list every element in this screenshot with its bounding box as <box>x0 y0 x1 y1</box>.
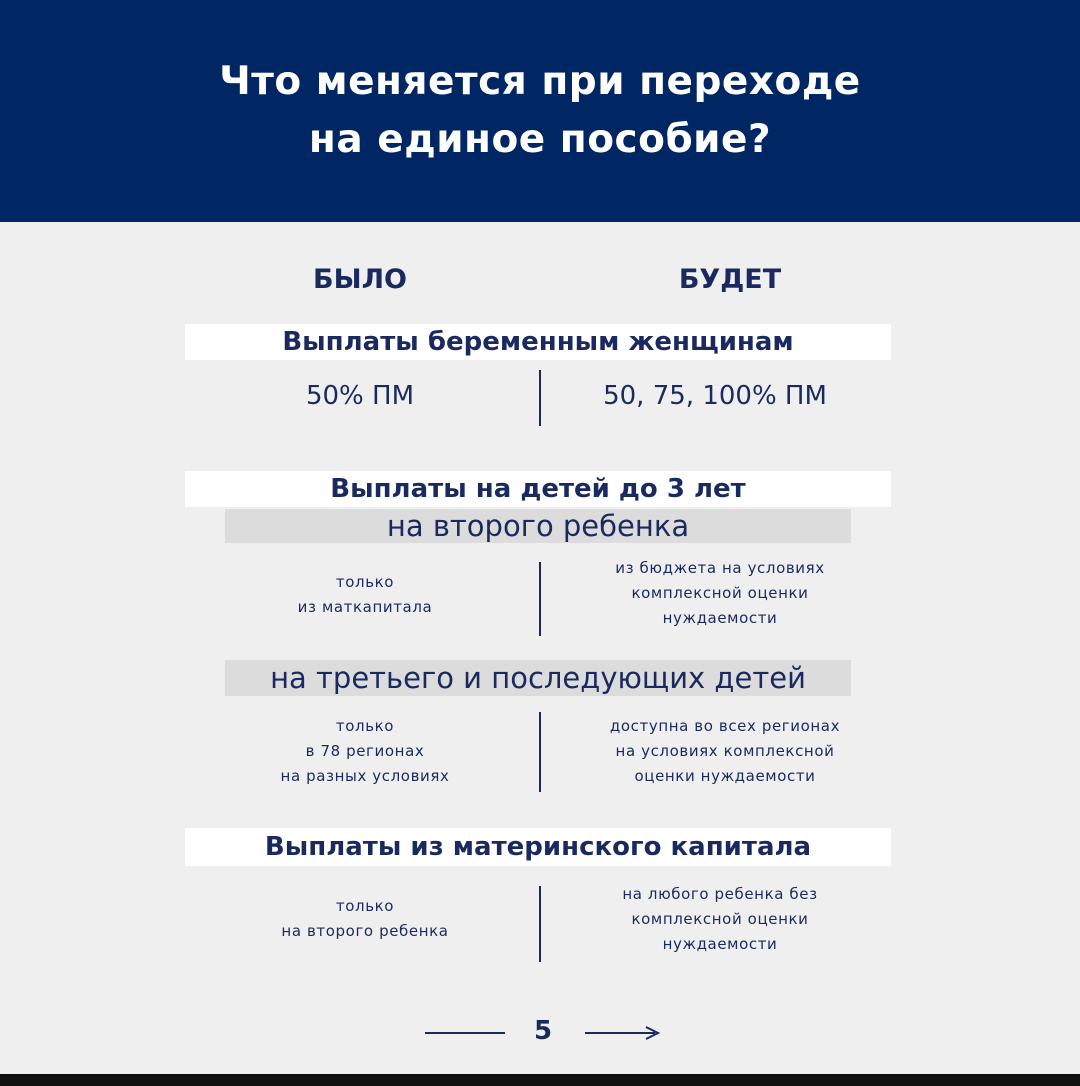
column-header-after: БУДЕТ <box>678 264 782 295</box>
capital-before-line: только <box>335 897 395 915</box>
third-child-after-line: оценки нуждаемости <box>634 767 816 785</box>
subsection-second-child: на второго ребенка <box>225 509 851 543</box>
second-child-after-line: из бюджета на условиях <box>615 559 825 577</box>
third-child-before <box>230 714 500 789</box>
third-child-after <box>555 714 895 789</box>
column-divider <box>539 370 541 426</box>
column-divider <box>539 712 541 792</box>
pager-left-line <box>425 1032 505 1034</box>
capital-after-line: нуждаемости <box>662 935 778 953</box>
pagination <box>420 1014 670 1054</box>
page-number: 5 <box>533 1016 553 1046</box>
third-child-before-line: в 78 регионах <box>305 742 425 760</box>
column-header-before: БЫЛО <box>313 264 407 295</box>
section-title-children: Выплаты на детей до 3 лет <box>185 471 891 507</box>
third-child-before-line: только <box>335 717 395 735</box>
column-divider <box>539 886 541 962</box>
second-child-after-line: нуждаемости <box>662 609 778 627</box>
second-child-after <box>570 556 870 631</box>
capital-after <box>560 882 880 957</box>
section-title-pregnant: Выплаты беременным женщинам <box>185 324 891 360</box>
bottom-bar <box>0 1074 1080 1086</box>
third-child-after-line: доступна во всех регионах <box>609 717 841 735</box>
second-child-before-line: только <box>335 573 395 591</box>
pregnant-after-value: 50, 75, 100% ПМ <box>603 381 827 411</box>
third-child-after-line: на условиях комплексной <box>615 742 835 760</box>
pregnant-before-value: 50% ПМ <box>305 381 415 411</box>
arrow-right-icon[interactable] <box>644 1025 662 1041</box>
second-child-before <box>240 570 490 620</box>
capital-before <box>230 894 500 944</box>
second-child-after-line: комплексной оценки <box>631 584 809 602</box>
column-divider <box>539 562 541 636</box>
capital-after-line: комплексной оценки <box>631 910 809 928</box>
capital-after-line: на любого ребенка без <box>622 885 818 903</box>
page-title-line-2: на единое пособие? <box>308 117 772 162</box>
subsection-third-child: на третьего и последующих детей <box>225 660 851 696</box>
section-title-capital: Выплаты из материнского капитала <box>185 828 891 866</box>
page-title-line-1: Что меняется при переходе <box>219 59 861 104</box>
header-banner <box>0 0 1080 222</box>
capital-before-line: на второго ребенка <box>281 922 449 940</box>
third-child-before-line: на разных условиях <box>280 767 450 785</box>
second-child-before-line: из маткапитала <box>297 598 433 616</box>
